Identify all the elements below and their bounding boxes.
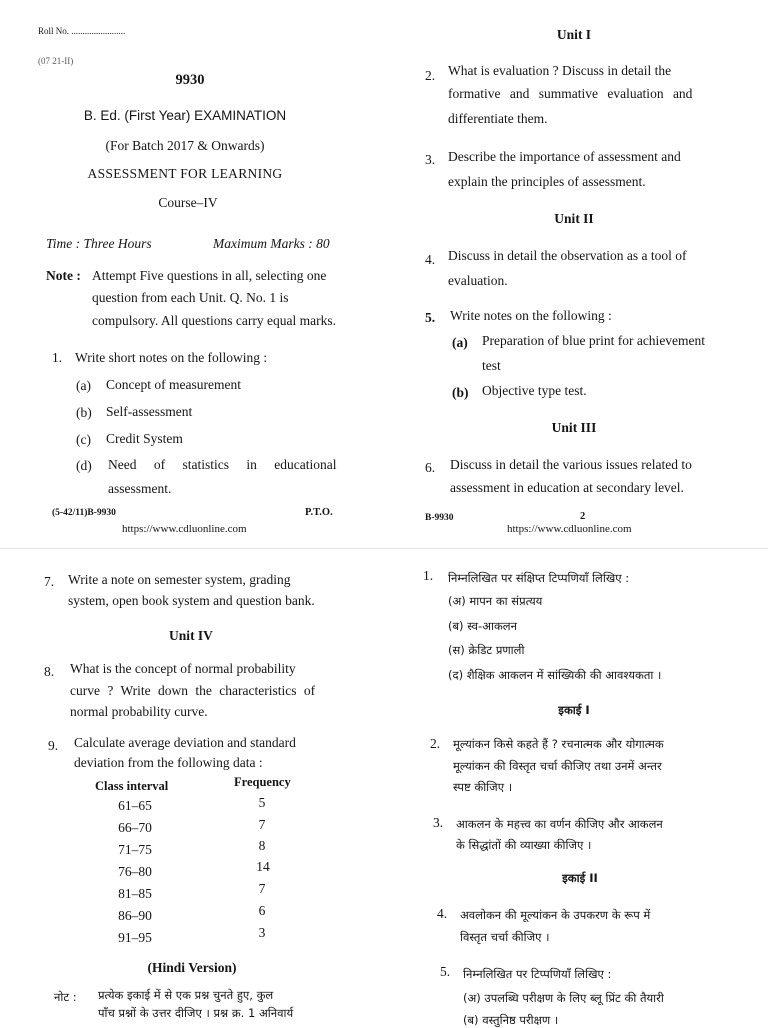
unit-4-heading: Unit IV (169, 628, 213, 643)
q7-line: system, open book system and question bank. (68, 593, 315, 608)
h5-number: 5. (440, 964, 451, 979)
q4-line: evaluation. (448, 273, 508, 288)
unit-3-heading: Unit III (551, 420, 597, 435)
q1-item-label: (a) (76, 378, 91, 393)
q8-line: normal probability curve. (70, 704, 208, 719)
q9-number: 9. (48, 738, 59, 753)
q9-line: deviation from the following data : (74, 755, 263, 770)
table-cell-frequency: 5 (258, 795, 266, 810)
h1-item: (ब) स्व-आकलन (448, 619, 517, 633)
note-line-1: Attempt Five questions in all, selecting one (92, 268, 327, 283)
q8-number: 8. (44, 664, 55, 679)
hindi-note-line: पाँच प्रश्नों के उत्तर दीजिए । प्रश्न क्र. 1 अनिवार्य (98, 1006, 294, 1020)
q5-a-text: Preparation of blue print for achievement (482, 333, 706, 348)
q7-number: 7. (44, 574, 55, 589)
paper-code-small: (07 21-II) (38, 56, 74, 66)
table-cell-frequency: 7 (258, 881, 266, 896)
page-divider (0, 548, 768, 549)
q5-number: 5. (425, 310, 436, 325)
q5-b-text: Objective type test. (482, 383, 587, 398)
table-cell-class: 61–65 (118, 798, 152, 813)
q8-line: curve ? Write down the characteristics of (70, 683, 316, 698)
table-cell-frequency: 8 (258, 838, 266, 853)
table-header-frequency: Frequency (234, 775, 291, 789)
note-line-2: question from each Unit. Q. No. 1 is (92, 290, 289, 305)
hindi-note-label: नोट : (54, 990, 77, 1004)
q9-line: Calculate average deviation and standard (74, 735, 296, 750)
roll-no: Roll No. ........................ (38, 26, 126, 36)
source-url[interactable]: https://www.cdluonline.com (122, 523, 247, 535)
q5-a-cont: test (482, 358, 501, 373)
table-cell-class: 81–85 (118, 886, 152, 901)
q1-item-label: (d) (76, 458, 92, 473)
time-info: Time : Three Hours (46, 236, 152, 251)
q2-line: differentiate them. (448, 111, 548, 126)
h2-line: स्पष्ट कीजिए । (453, 780, 513, 794)
h1-item: (अ) मापन का संप्रत्यय (448, 594, 543, 608)
q5-b-label: (b) (452, 385, 469, 400)
q5-a-label: (a) (452, 335, 468, 350)
h4-line: अवलोकन की मूल्यांकन के उपकरण के रूप में (460, 908, 651, 922)
q4-number: 4. (425, 252, 436, 267)
h3-line: के सिद्धांतों की व्याख्या कीजिए । (456, 838, 592, 852)
q6-line: assessment in education at secondary level. (450, 480, 684, 495)
h3-number: 3. (433, 815, 444, 830)
q7-line: Write a note on semester system, grading (68, 572, 291, 587)
h1-item: (द) शैक्षिक आकलन में सांख्यिकी की आवश्यकता । (448, 668, 662, 682)
unit-2-heading: Unit II (554, 211, 594, 226)
course-title: Course–IV (158, 195, 218, 210)
table-cell-class: 76–80 (118, 864, 152, 879)
paper-number: 9930 (175, 72, 205, 88)
note-line-3: compulsory. All questions carry equal marks. (92, 313, 336, 328)
hindi-note-line: प्रत्येक इकाई में से एक प्रश्न चुनते हुए, कुल (98, 988, 274, 1002)
h3-line: आकलन के महत्त्व का वर्णन कीजिए और आकलन (456, 817, 663, 831)
h2-number: 2. (430, 736, 441, 751)
subject-title: ASSESSMENT FOR LEARNING (87, 166, 283, 181)
q4-line: Discuss in detail the observation as a tool of (448, 248, 687, 263)
q1-item-text: Self-assessment (106, 404, 193, 419)
note-label: Note : (46, 268, 81, 283)
h1-number: 1. (423, 568, 434, 583)
q2-number: 2. (425, 68, 436, 83)
footer-code: (5-42/11)B-9930 (52, 508, 116, 518)
table-header-class-interval: Class interval (95, 779, 169, 793)
table-cell-frequency: 3 (258, 925, 266, 940)
page-number: 2 (580, 511, 586, 522)
q1-text: Write short notes on the following : (75, 350, 268, 365)
table-cell-class: 91–95 (118, 930, 152, 945)
h1-text: निम्नलिखित पर संक्षिप्त टिप्पणियाँ लिखिए : (448, 571, 630, 585)
table-cell-frequency: 14 (256, 859, 270, 874)
q3-number: 3. (425, 152, 436, 167)
h1-item: (स) क्रेडिट प्रणाली (448, 643, 525, 657)
h4-number: 4. (437, 906, 448, 921)
h5-line: (ब) वस्तुनिष्ठ परीक्षण । (463, 1013, 559, 1027)
table-cell-class: 71–75 (118, 842, 152, 857)
h4-line: विस्तृत चर्चा कीजिए । (460, 930, 550, 944)
source-url-right[interactable]: https://www.cdluonline.com (507, 523, 632, 535)
q6-number: 6. (425, 460, 436, 475)
h5-line: (अ) उपलब्धि परीक्षण के लिए ब्लू प्रिंट की तैयारी (463, 991, 664, 1005)
h2-line: मूल्यांकन की विस्तृत चर्चा कीजिए तथा उनमें अन्तर (453, 759, 662, 773)
q1-number: 1. (52, 350, 63, 365)
q1-item-text: Concept of measurement (106, 377, 241, 392)
hindi-version-heading: (Hindi Version) (147, 960, 237, 975)
exam-title: B. Ed. (First Year) EXAMINATION (83, 108, 287, 123)
q1-item-text: Need of statistics in educational (108, 457, 337, 472)
q2-line: What is evaluation ? Discuss in detail the (448, 63, 672, 78)
table-cell-class: 66–70 (118, 820, 152, 835)
unit-1-heading: Unit I (556, 27, 592, 42)
q1-item-cont: assessment. (108, 481, 172, 496)
batch-note: (For Batch 2017 & Onwards) (105, 138, 265, 153)
max-marks: Maximum Marks : 80 (213, 236, 330, 251)
q1-item-label: (c) (76, 432, 91, 447)
q1-item-text: Credit System (106, 431, 183, 446)
h2-line: मूल्यांकन किसे कहते हैं ? रचनात्मक और योगात्मक (453, 737, 664, 751)
q3-line: explain the principles of assessment. (448, 174, 646, 189)
ikai-2-heading: इकाई II (562, 871, 598, 885)
q2-line: formative and summative evaluation and (448, 86, 693, 101)
q1-item-label: (b) (76, 405, 92, 420)
h5-line: निम्नलिखित पर टिप्पणियाँ लिखिए : (463, 967, 612, 981)
ikai-1-heading: इकाई I (558, 703, 590, 717)
q6-line: Discuss in detail the various issues related to (450, 457, 692, 472)
table-cell-frequency: 6 (258, 903, 266, 918)
q3-line: Describe the importance of assessment and (448, 149, 681, 164)
pto-label: P.T.O. (305, 507, 333, 518)
q8-line: What is the concept of normal probability (70, 661, 296, 676)
table-cell-frequency: 7 (258, 817, 266, 832)
q5-text: Write notes on the following : (450, 308, 612, 323)
footer-code-right: B-9930 (425, 513, 454, 523)
table-cell-class: 86–90 (118, 908, 152, 923)
